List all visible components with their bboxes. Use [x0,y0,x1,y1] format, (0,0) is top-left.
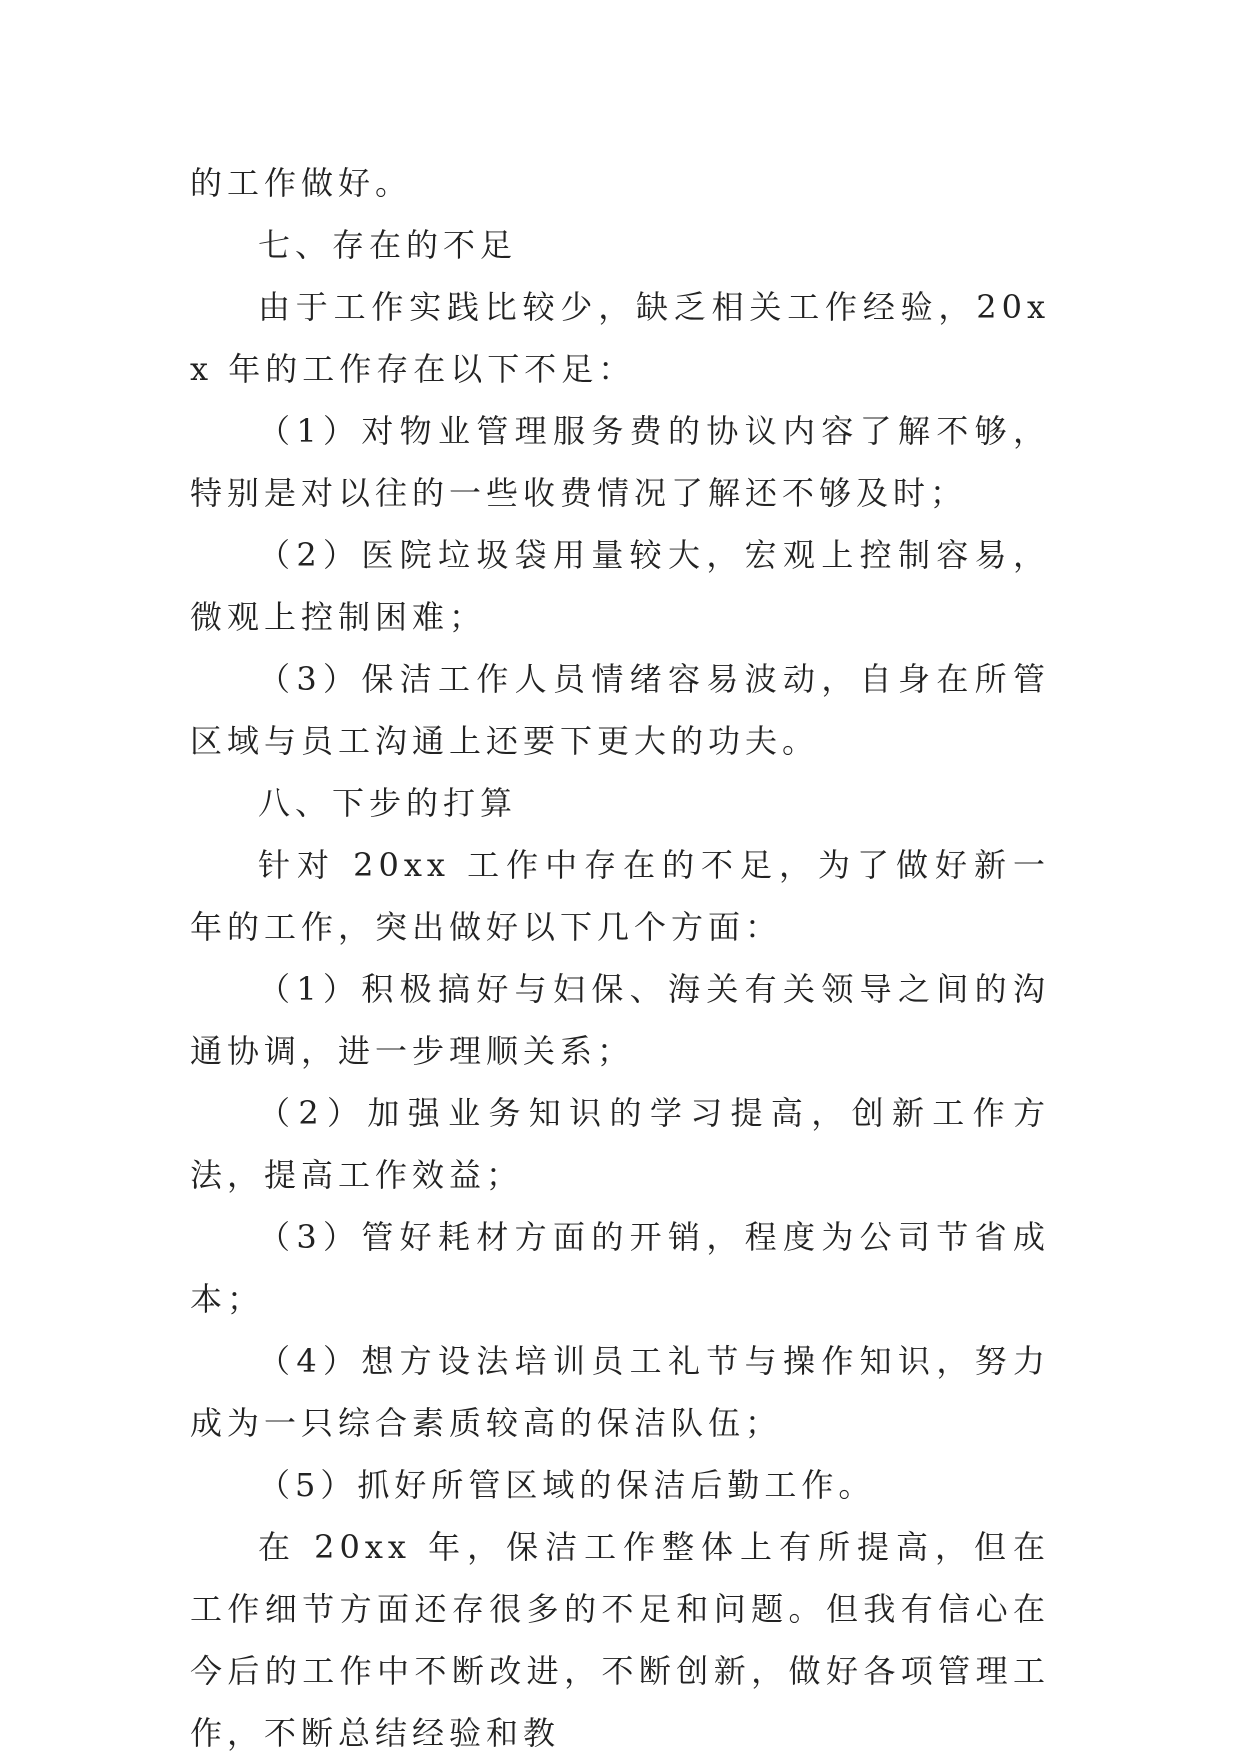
section-heading-shortcomings: 七、存在的不足 [258,226,518,264]
document-body [190,152,1050,1764]
paragraph-next-steps-intro: 针对 20xx 工作中存在的不足，为了做好新一年的工作，突出做好以下几个方面： [190,846,1050,946]
list-item-plan-4: （4）想方设法培训员工礼节与操作知识，努力成为一只综合素质较高的保洁队伍； [190,1342,1050,1442]
paragraph-continuation: 的工作做好。 [190,164,413,202]
paragraph-shortcomings-intro: 由于工作实践比较少，缺乏相关工作经验，20xx 年的工作存在以下不足： [190,288,1050,388]
list-item-plan-1: （1）积极搞好与妇保、海关有关领导之间的沟通协调，进一步理顺关系； [190,970,1050,1070]
list-item-plan-2: （2）加强业务知识的学习提高，创新工作方法，提高工作效益； [190,1094,1050,1194]
list-item-plan-5: （5）抓好所管区域的保洁后勤工作。 [258,1466,876,1504]
list-item-plan-3: （3）管好耗材方面的开销，程度为公司节省成本； [190,1218,1050,1318]
list-item-shortcoming-3: （3）保洁工作人员情绪容易波动，自身在所管区域与员工沟通上还要下更大的功夫。 [190,660,1050,760]
list-item-shortcoming-1: （1）对物业管理服务费的协议内容了解不够，特别是对以往的一些收费情况了解还不够及时； [190,412,1050,512]
paragraph-conclusion: 在 20xx 年，保洁工作整体上有所提高，但在工作细节方面还存很多的不足和问题。但我有信心在今后的工作中不断改进，不断创新，做好各项管理工作，不断总结经验和教 [190,1528,1050,1752]
section-heading-next-steps: 八、下步的打算 [258,784,518,822]
list-item-shortcoming-2: （2）医院垃圾袋用量较大，宏观上控制容易，微观上控制困难； [190,536,1050,636]
